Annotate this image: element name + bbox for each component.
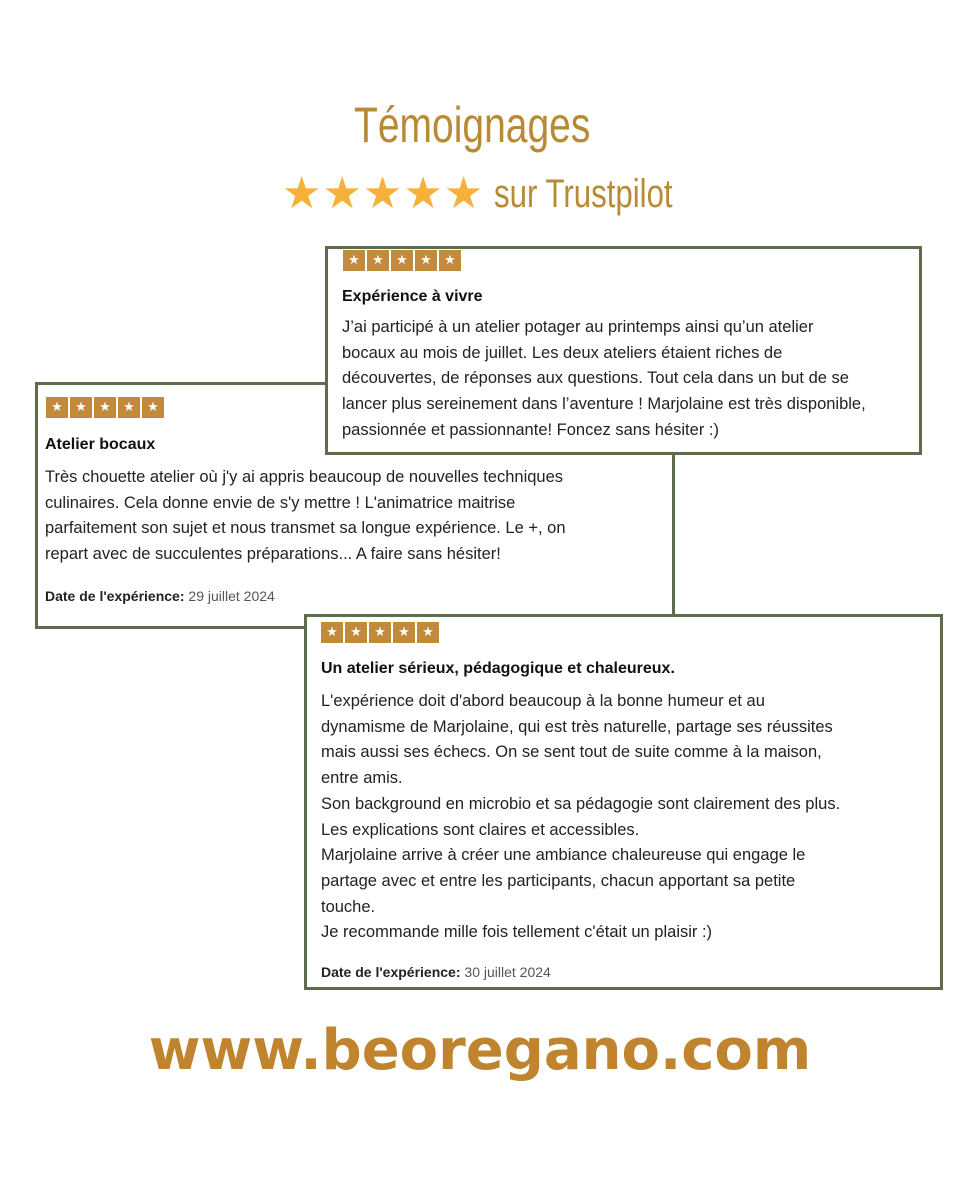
review-line: entre amis.: [321, 769, 403, 788]
review-line: Marjolaine arrive à créer une ambiance chaleureuse qui engage le: [321, 846, 806, 865]
review-line: culinaires. Cela donne envie de s'y mettre ! L'animatrice maitrise: [45, 493, 516, 512]
review-line: dynamisme de Marjolaine, qui est très naturelle, partage ses réussites: [321, 717, 833, 736]
review-date: [321, 964, 551, 980]
star-icon: ★: [46, 397, 68, 418]
review-line: Je recommande mille fois tellement c'était un plaisir :): [321, 923, 713, 942]
review-title: Un atelier sérieux, pédagogique et chaleureux.: [321, 660, 675, 677]
review-line: Les explications sont claires et accessibles.: [321, 820, 640, 839]
page-title-text: Témoignages: [354, 97, 591, 153]
review-line: touche.: [321, 897, 376, 916]
date-value: 29 juillet 2024: [188, 588, 275, 604]
review-line: repart avec de succulentes préparations... A faire sans hésiter!: [45, 545, 501, 564]
star-icon: ★: [367, 250, 389, 271]
review-stars: [343, 250, 461, 271]
star-icon: ★: [362, 168, 403, 219]
review-date: [45, 588, 275, 604]
rating-source-text: sur Trustpilot: [494, 171, 673, 216]
date-value: 30 juillet 2024: [464, 964, 551, 980]
review-line: lancer plus sereinement dans l’aventure ! Marjolaine est très disponible,: [342, 395, 866, 414]
date-label: Date de l'expérience:: [45, 588, 185, 604]
review-text: [321, 689, 941, 946]
star-icon: ★: [282, 168, 322, 219]
star-icon: ★: [322, 168, 362, 219]
date-label: Date de l'expérience:: [321, 964, 461, 980]
review-line: parfaitement son sujet et nous transmet sa longue expérience. Le +, on: [45, 519, 566, 538]
star-icon: ★: [417, 622, 439, 643]
trustpilot-rating: [282, 170, 723, 218]
review-text: [342, 315, 922, 444]
star-icon: ★: [343, 250, 365, 271]
review-card-experience-a-vivre: [325, 246, 922, 455]
star-icon: ★: [118, 397, 140, 418]
page-title: [106, 96, 855, 154]
star-icon: ★: [321, 622, 343, 643]
star-icon: ★: [415, 250, 437, 271]
review-line: J’ai participé à un atelier potager au printemps ainsi qu’un atelier: [342, 318, 814, 336]
review-line: bocaux au mois de juillet. Les deux ateliers étaient riches de: [342, 343, 783, 362]
star-icon: ★: [142, 397, 164, 418]
review-card-atelier-serieux: [304, 614, 943, 990]
review-line: L'expérience doit d'abord beaucoup à la bonne humeur et au: [321, 692, 765, 710]
star-icon: ★: [70, 397, 92, 418]
review-line: mais aussi ses échecs. On se sent tout de suite comme à la maison,: [321, 743, 822, 762]
review-line: Très chouette atelier où j'y ai appris beaucoup de nouvelles techniques: [45, 468, 564, 486]
star-icon: ★: [369, 622, 391, 643]
review-text: [45, 465, 670, 568]
review-title: Expérience à vivre: [342, 288, 483, 305]
star-icon: ★: [403, 168, 443, 219]
star-icon: ★: [443, 168, 484, 219]
review-stars: [46, 397, 164, 418]
star-icon: ★: [391, 250, 413, 271]
website-link[interactable]: www.beoregano.com: [148, 1018, 812, 1083]
star-icon: ★: [393, 622, 415, 643]
review-line: passionnée et passionnante! Foncez sans hésiter :): [342, 420, 719, 439]
review-line: Son background en microbio et sa pédagogie sont clairement des plus.: [321, 794, 841, 813]
review-title: Atelier bocaux: [45, 436, 156, 453]
review-line: découvertes, de réponses aux questions. Tout cela dans un but de se: [342, 369, 849, 388]
review-stars: [321, 622, 439, 643]
star-icon: ★: [345, 622, 367, 643]
review-line: partage avec et entre les participants, chacun apportant sa petite: [321, 871, 796, 890]
star-icon: ★: [94, 397, 116, 418]
star-icon: ★: [439, 250, 461, 271]
